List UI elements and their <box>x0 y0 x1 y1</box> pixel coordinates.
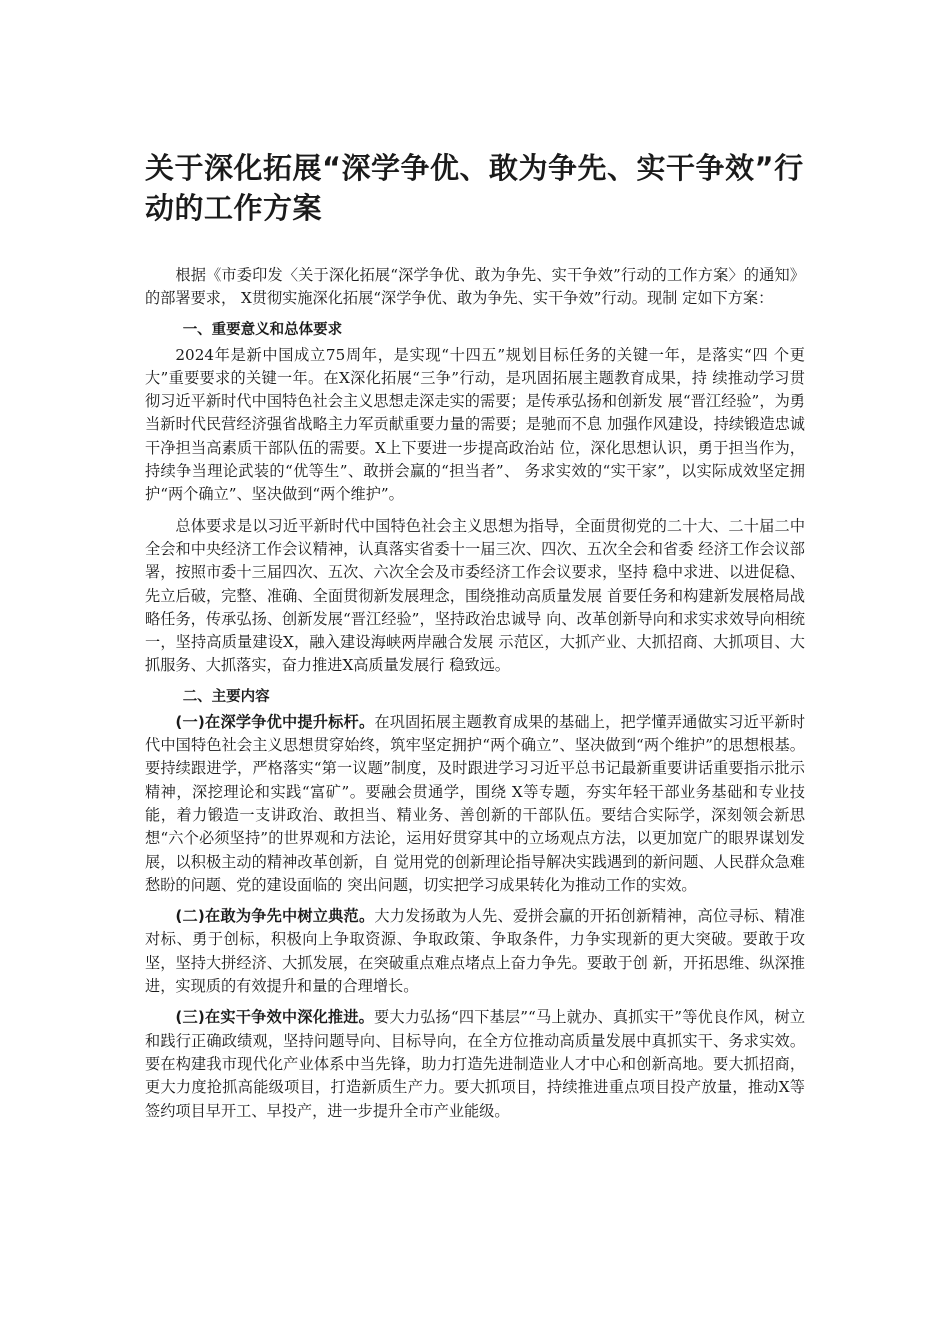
document-page <box>145 148 805 1131</box>
section-heading-2: 二、主要内容 <box>182 688 270 705</box>
content-item-1-text: 在巩固拓展主题教育成果的基础上，把学懂弄通做实习近平新时代中国特色社会主义思想贯穿始终，筑牢坚定拥护“两个确立”、坚决做到“两个维护”的思想根基。要持续跟进学，严格落实“第一议题”制度，及时跟进学习习近平总书记最新重要讲话重要指示批示精神，深挖理论和实践“富矿”。要融会贯通学，围绕 X等专题，夯实年轻干部业务基础和专业技能，着力锻造一支讲政治、敢担当、精业务、善创新的干部队伍。要结合实际学，深刻领会新思想“六个必须坚持”的世界观和方法论，运用好贯穿其中的立场观点方法，以更加宽广的眼界谋划发展，以积极主动的精神改革创新，自 觉用党的创新理论指导解决实践遇到的新问题、人民群众急难愁盼的问题、党的建设面临的 突出问题，切实把学习成果转化为推动工作的实效。 <box>145 712 806 894</box>
content-item-2-text: 大力发扬敢为人先、爱拼会赢的开拓创新精神，高位寻标、精准对标、勇于创标，积极向上争取资源、争取政策、争取条件，力争实现新的更大突破。要敢于攻坚，坚持大拼经济、大抓发展，在突破重点难点堵点上奋力争先。要敢于创 新，开拓思维、纵深推进，实现质的有效提升和量的合理增长。 <box>145 907 806 996</box>
content-item-2 <box>145 905 805 998</box>
content-item-3 <box>145 1006 805 1122</box>
section-heading-1: 一、重要意义和总体要求 <box>182 321 343 338</box>
content-item-3-lead: (三)在实干争效中深化推进。 <box>175 1008 375 1027</box>
section1-paragraph-1: 2024年是新中国成立75周年，是实现“十四五”规划目标任务的关键一年，是落实“四 个更大”重要要求的关键一年。在X深化拓展“三争”行动，是巩固拓展主题教育成果，持 续推动学习贯彻习近平新时代中国特色社会主义思想走深走实的需要；是传承弘扬和创新发 展“晋江经验”，为勇当新时代民营经济强省战略主力军贡献重要力量的需要；是驰而不息 加强作风建设，持续锻造忠诚干净担当高素质干部队伍的需要。X上下要进一步提高政治站 位，深化思想认识，勇于担当作为，持续争当理论武装的“优等生”、敢拼会赢的“担当者”、 务求实效的“实干家”，以实际成效坚定拥护“两个确立”、坚决做到“两个维护”。 <box>145 345 805 504</box>
section1-paragraph-2: 总体要求是以习近平新时代中国特色社会主义思想为指导，全面贯彻党的二十大、二十届二中全会和中央经济工作会议精神，认真落实省委十一届三次、四次、五次全会和省委 经济工作会议部署，按照市委十三届四次、五次、六次全会及市委经济工作会议要求，坚持 稳中求进、以进促稳、先立后破，完整、准确、全面贯彻新发展理念，围绕推动高质量发展 首要任务和构建新发展格局战略任务，传承弘扬、创新发展“晋江经验”，坚持政治忠诚导 向、改革创新导向和求实求效导向相统一，坚持高质量建设X，融入建设海峡两岸融合发展 示范区，大抓产业、大抓招商、大抓项目、大抓服务、大抓落实，奋力推进X高质量发展行 稳致远。 <box>145 516 805 675</box>
content-item-1-lead: (一)在深学争优中提升标杆。 <box>175 712 375 731</box>
content-item-2-lead: (二)在敢为争先中树立典范。 <box>175 907 375 926</box>
content-item-3-text: 要大力弘扬“四下基层”“马上就办、真抓实干”等优良作风，树立和践行正确政绩观，坚持问题导向、目标导向，在全方位推动高质量发展中真抓实干、务求实效。要在构建我市现代化产业体系中当先锋，助力打造先进制造业人才中心和创新高地。要大抓招商，更大力度抢抓高能级项目，打造新质生产力。要大抓项目，持续推进重点项目投产放量，推动X等签约项目早开工、早投产，进一步提升全市产业能级。 <box>145 1008 806 1120</box>
intro-paragraph: 根据《市委印发〈关于深化拓展“深学争优、敢为争先、实干争效”行动的工作方案〉的通知》的部署要求， X贯彻实施深化拓展“深学争优、敢为争先、实干争效”行动。现制 定如下方案： <box>145 266 805 308</box>
content-item-1 <box>145 711 805 897</box>
document-title: 关于深化拓展“深学争优、敢为争先、实干争效”行动的工作方案 <box>145 151 804 225</box>
